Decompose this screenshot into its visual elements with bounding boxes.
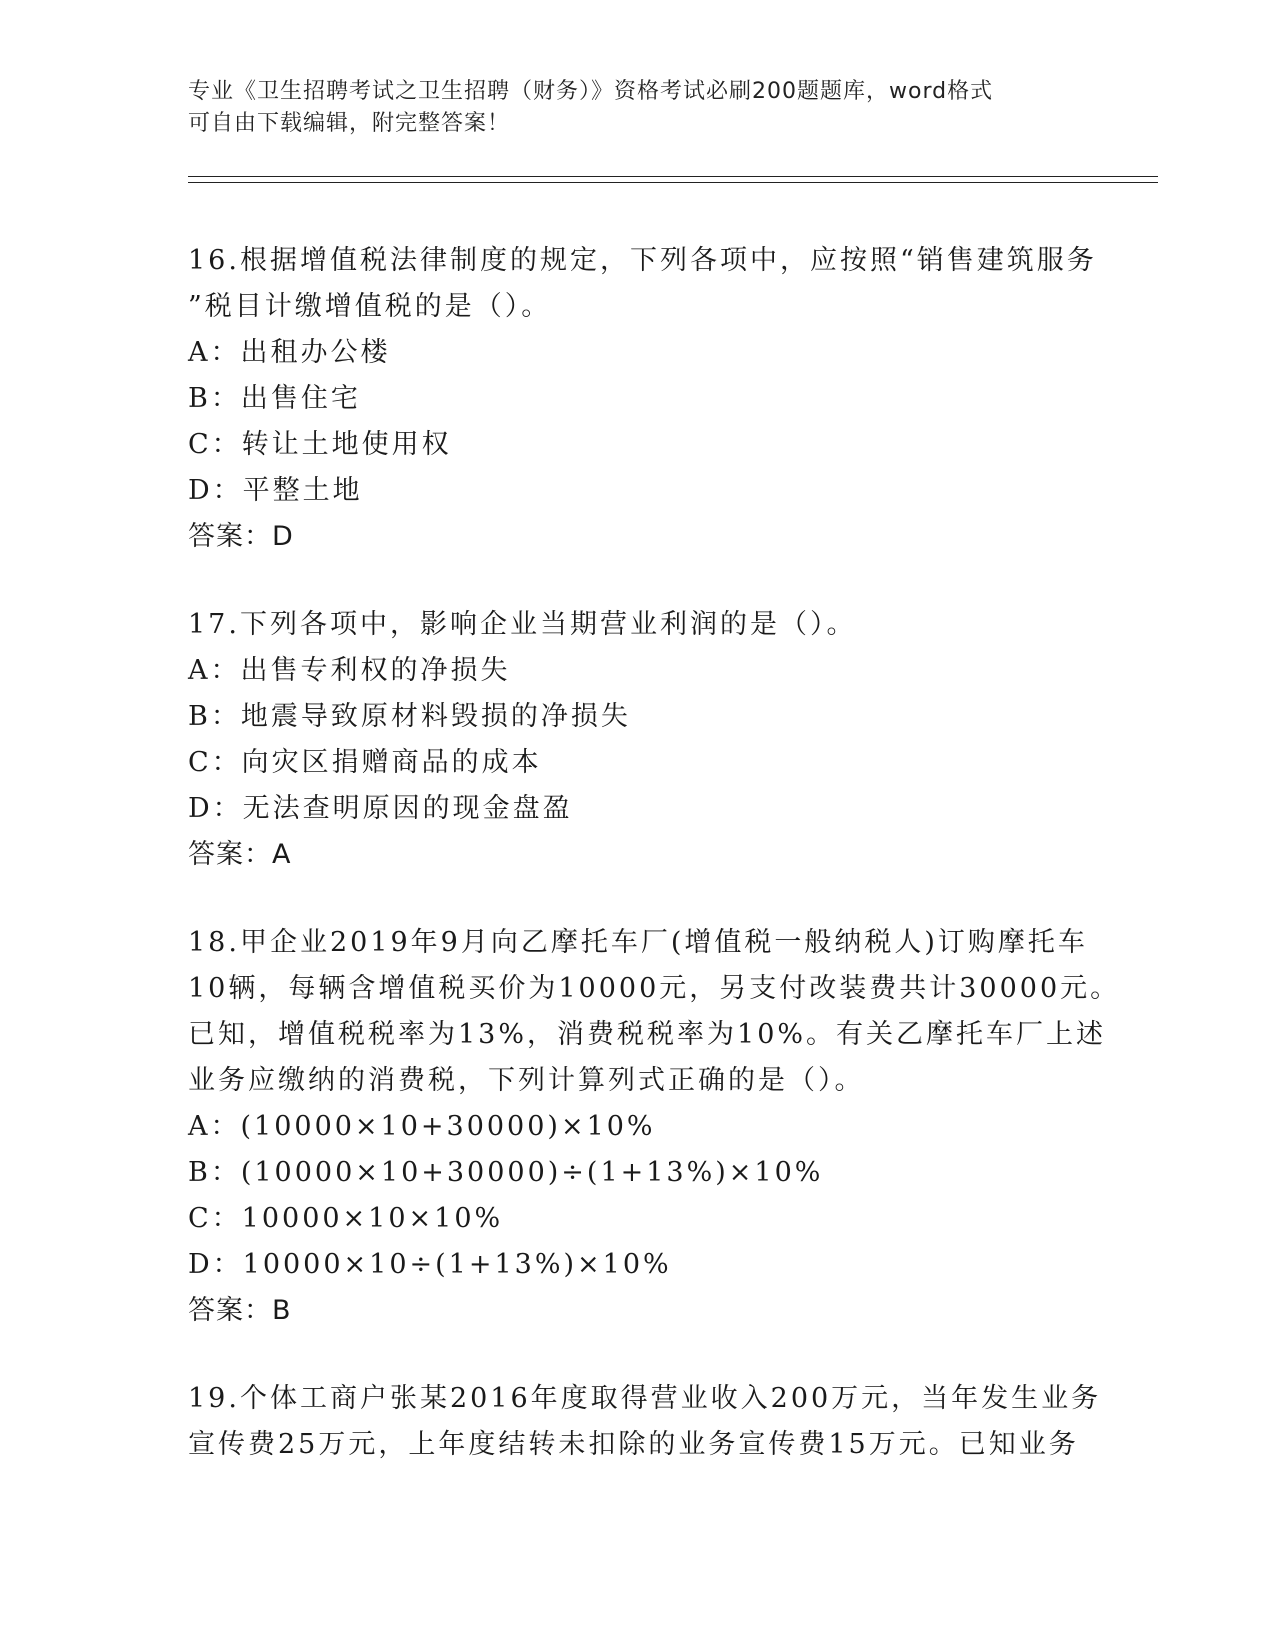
option-a: A：出售专利权的净损失 <box>188 655 511 686</box>
question-18 <box>188 920 1121 1334</box>
header-line-2: 可自由下载编辑，附完整答案！ <box>188 111 511 136</box>
header-divider <box>188 176 1158 183</box>
question-text: ”税目计缴增值税的是（）。 <box>188 291 552 322</box>
option-c: C：转让土地使用权 <box>188 429 452 460</box>
question-text: 10辆，每辆含增值税买价为10000元，另支付改装费共计30000元。 <box>188 973 1121 1004</box>
option-d: D：10000×10÷(1+13%)×10% <box>188 1249 672 1280</box>
question-16 <box>188 238 1097 560</box>
question-text: 18.甲企业2019年9月向乙摩托车厂(增值税一般纳税人)订购摩托车 <box>188 927 1088 958</box>
option-c: C：向灾区捐赠商品的成本 <box>188 747 542 778</box>
option-d: D：平整土地 <box>188 475 363 506</box>
question-text: 19.个体工商户张某2016年度取得营业收入200万元，当年发生业务 <box>188 1383 1102 1414</box>
option-b: B：地震导致原材料毁损的净损失 <box>188 701 631 732</box>
option-a: A：出租办公楼 <box>188 337 391 368</box>
header-line-1: 专业《卫生招聘考试之卫生招聘（财务）》资格考试必刷200题题库，word格式 <box>188 79 994 104</box>
option-d: D：无法查明原因的现金盘盈 <box>188 793 573 824</box>
question-text: 16.根据增值税法律制度的规定，下列各项中，应按照“销售建筑服务 <box>188 245 1097 276</box>
option-c: C：10000×10×10% <box>188 1203 504 1234</box>
question-text: 17.下列各项中，影响企业当期营业利润的是（）。 <box>188 609 857 640</box>
question-text: 已知，增值税税率为13%，消费税税率为10%。有关乙摩托车厂上述 <box>188 1019 1107 1050</box>
option-b: B：出售住宅 <box>188 383 361 414</box>
option-b: B：(10000×10+30000)÷(1+13%)×10% <box>188 1157 824 1188</box>
option-a: A：(10000×10+30000)×10% <box>188 1111 656 1142</box>
question-19 <box>188 1376 1102 1468</box>
question-17 <box>188 602 1088 878</box>
answer-label: 答案：B <box>188 1295 292 1326</box>
document-header-note <box>188 76 1068 140</box>
answer-label: 答案：A <box>188 839 292 870</box>
answer-label: 答案：D <box>188 521 294 552</box>
question-list <box>188 238 1121 1510</box>
question-text: 宣传费25万元，上年度结转未扣除的业务宣传费15万元。已知业务 <box>188 1429 1079 1460</box>
question-text: 业务应缴纳的消费税，下列计算列式正确的是（）。 <box>188 1065 865 1096</box>
